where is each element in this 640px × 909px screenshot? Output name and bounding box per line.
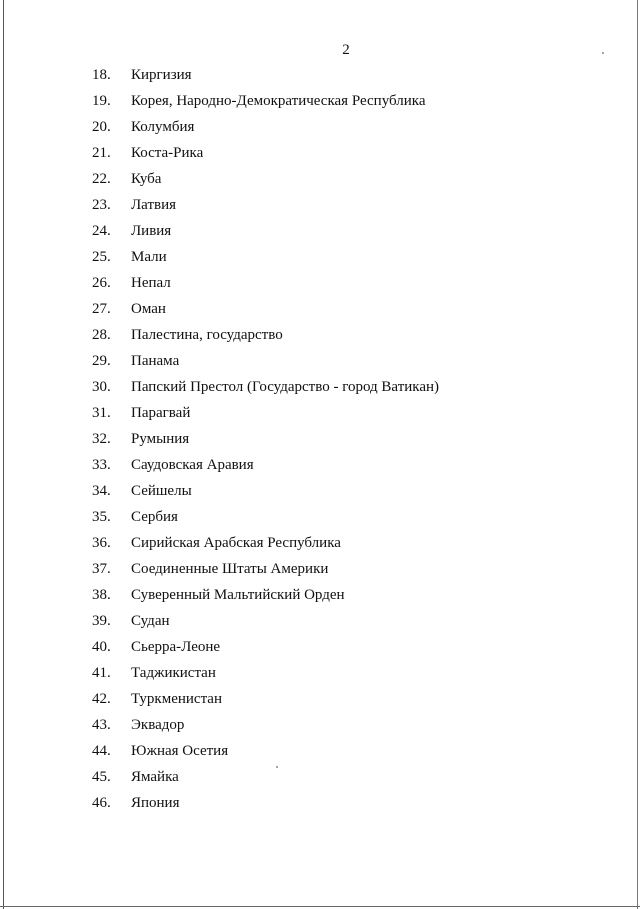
list-item [92,504,439,530]
list-item-name: Киргизия [131,67,192,83]
list-item-number: 36. [92,535,111,551]
list-item-number: 42. [92,691,111,707]
list-item [92,140,439,166]
list-item-name: Парагвай [131,405,191,421]
list-item [92,634,439,660]
list-item-number: 46. [92,795,111,811]
list-item-number: 34. [92,483,111,499]
list-item-name: Непал [131,275,171,291]
list-item-number: 35. [92,509,111,525]
list-item [92,270,439,296]
list-item-number: 28. [92,327,111,343]
page-left-edge [3,0,4,909]
list-item-number: 30. [92,379,111,395]
list-item [92,452,439,478]
list-item-number: 20. [92,119,111,135]
list-item [92,478,439,504]
list-item [92,218,439,244]
list-item-name: Папский Престол (Государство - город Ватикан) [131,379,440,395]
list-item-name: Сейшелы [131,483,192,499]
list-item-name: Оман [131,301,166,317]
list-item-number: 21. [92,145,111,161]
list-item [92,556,439,582]
list-item-name: Панама [131,353,180,369]
list-item [92,530,439,556]
list-item-name: Суверенный Мальтийский Орден [131,587,345,603]
list-item-number: 26. [92,275,111,291]
list-item-number: 32. [92,431,111,447]
list-item-name: Румыния [131,431,190,447]
list-item-number: 37. [92,561,111,577]
list-item [92,712,439,738]
list-item-name: Латвия [131,197,177,213]
list-item-name: Судан [131,613,170,629]
list-item-name: Таджикистан [131,665,216,681]
list-item-number: 33. [92,457,111,473]
list-item-number: 23. [92,197,111,213]
list-item [92,686,439,712]
list-item-number: 40. [92,639,111,655]
list-item-number: 39. [92,613,111,629]
list-item-number: 24. [92,223,111,239]
page-right-edge [637,0,638,909]
list-item-number: 43. [92,717,111,733]
list-item [92,660,439,686]
list-item [92,114,439,140]
list-item-name: Ливия [131,223,172,239]
country-list [92,62,439,816]
list-item-name: Соединенные Штаты Америки [131,561,329,577]
list-item-name: Южная Осетия [131,743,229,759]
list-item [92,790,439,816]
list-item-number: 25. [92,249,111,265]
list-item-number: 38. [92,587,111,603]
list-item [92,296,439,322]
scan-speck [602,52,604,54]
list-item-name: Туркменистан [131,691,222,707]
list-item-number: 41. [92,665,111,681]
list-item [92,62,439,88]
page-number: 2 [342,42,350,58]
list-item-name: Сирийская Арабская Республика [131,535,341,551]
list-item-name: Эквадор [131,717,185,733]
list-item-number: 29. [92,353,111,369]
list-item [92,400,439,426]
list-item-number: 31. [92,405,111,421]
list-item-number: 22. [92,171,111,187]
list-item-name: Колумбия [131,119,195,135]
list-item [92,608,439,634]
list-item-name: Корея, Народно-Демократическая Республика [131,93,426,109]
list-item [92,244,439,270]
list-item-number: 19. [92,93,111,109]
list-item [92,322,439,348]
scan-speck [276,766,278,768]
list-item-name: Сьерра-Леоне [131,639,221,655]
list-item [92,582,439,608]
list-item [92,764,439,790]
list-item-name: Коста-Рика [131,145,204,161]
list-item [92,348,439,374]
list-item [92,192,439,218]
list-item-name: Сербия [131,509,178,525]
list-item-number: 27. [92,301,111,317]
page-bottom-edge [0,906,640,907]
list-item-name: Ямайка [131,769,179,785]
list-item [92,738,439,764]
list-item-number: 18. [92,67,111,83]
list-item [92,374,439,400]
list-item-name: Куба [131,171,162,187]
list-item [92,88,439,114]
list-item-name: Палестина, государство [131,327,283,343]
list-item-name: Мали [131,249,167,265]
list-item-number: 44. [92,743,111,759]
list-item-number: 45. [92,769,111,785]
list-item [92,426,439,452]
list-item [92,166,439,192]
list-item-name: Саудовская Аравия [131,457,254,473]
list-item-name: Япония [131,795,180,811]
